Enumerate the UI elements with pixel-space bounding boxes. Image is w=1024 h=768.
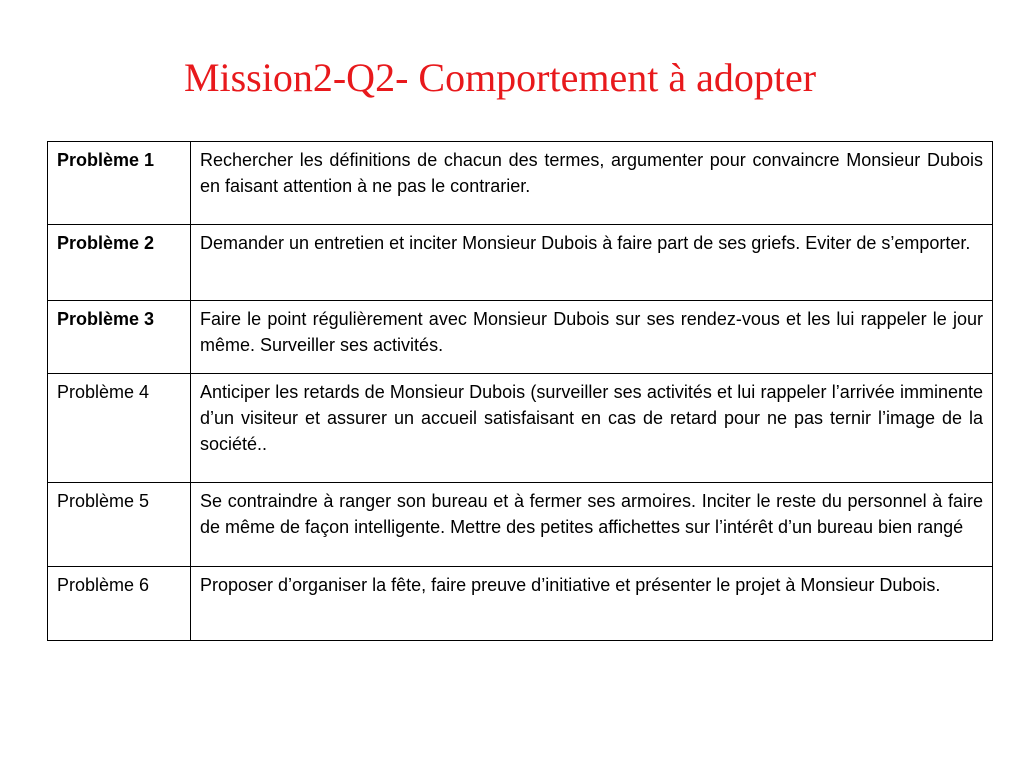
problem-label: Problème 2 (48, 225, 191, 301)
table-row (48, 301, 993, 374)
behavior-text: Proposer d’organiser la fête, faire preuve d’initiative et présenter le projet à Monsieur Dubois. (191, 567, 993, 641)
problem-table (47, 141, 993, 641)
behavior-text: Demander un entretien et inciter Monsieur Dubois à faire part de ses griefs. Eviter de s’emporter. (191, 225, 993, 301)
table-row (48, 142, 993, 225)
problem-label: Problème 4 (48, 374, 191, 483)
problem-label: Problème 6 (48, 567, 191, 641)
table-row (48, 225, 993, 301)
problem-label: Problème 1 (48, 142, 191, 225)
problem-label: Problème 5 (48, 483, 191, 567)
behavior-text: Rechercher les définitions de chacun des termes, argumenter pour convaincre Monsieur Dubois en faisant attention à ne pas le contrarier. (191, 142, 993, 225)
behavior-text: Anticiper les retards de Monsieur Dubois (surveiller ses activités et lui rappeler l’arrivée imminente d’un visiteur et assurer un accueil satisfaisant en cas de retard pour ne pas ternir l’image de la société.. (191, 374, 993, 483)
table-row (48, 567, 993, 641)
table-row (48, 483, 993, 567)
behavior-text: Se contraindre à ranger son bureau et à fermer ses armoires. Inciter le reste du personnel à faire de même de façon intelligente. Mettre des petites affichettes sur l’intérêt d’un bureau bien rangé (191, 483, 993, 567)
behavior-text: Faire le point régulièrement avec Monsieur Dubois sur ses rendez-vous et les lui rappeler le jour même. Surveiller ses activités. (191, 301, 993, 374)
table-row (48, 374, 993, 483)
slide-title: Mission2-Q2- Comportement à adopter (183, 55, 817, 100)
problem-label: Problème 3 (48, 301, 191, 374)
